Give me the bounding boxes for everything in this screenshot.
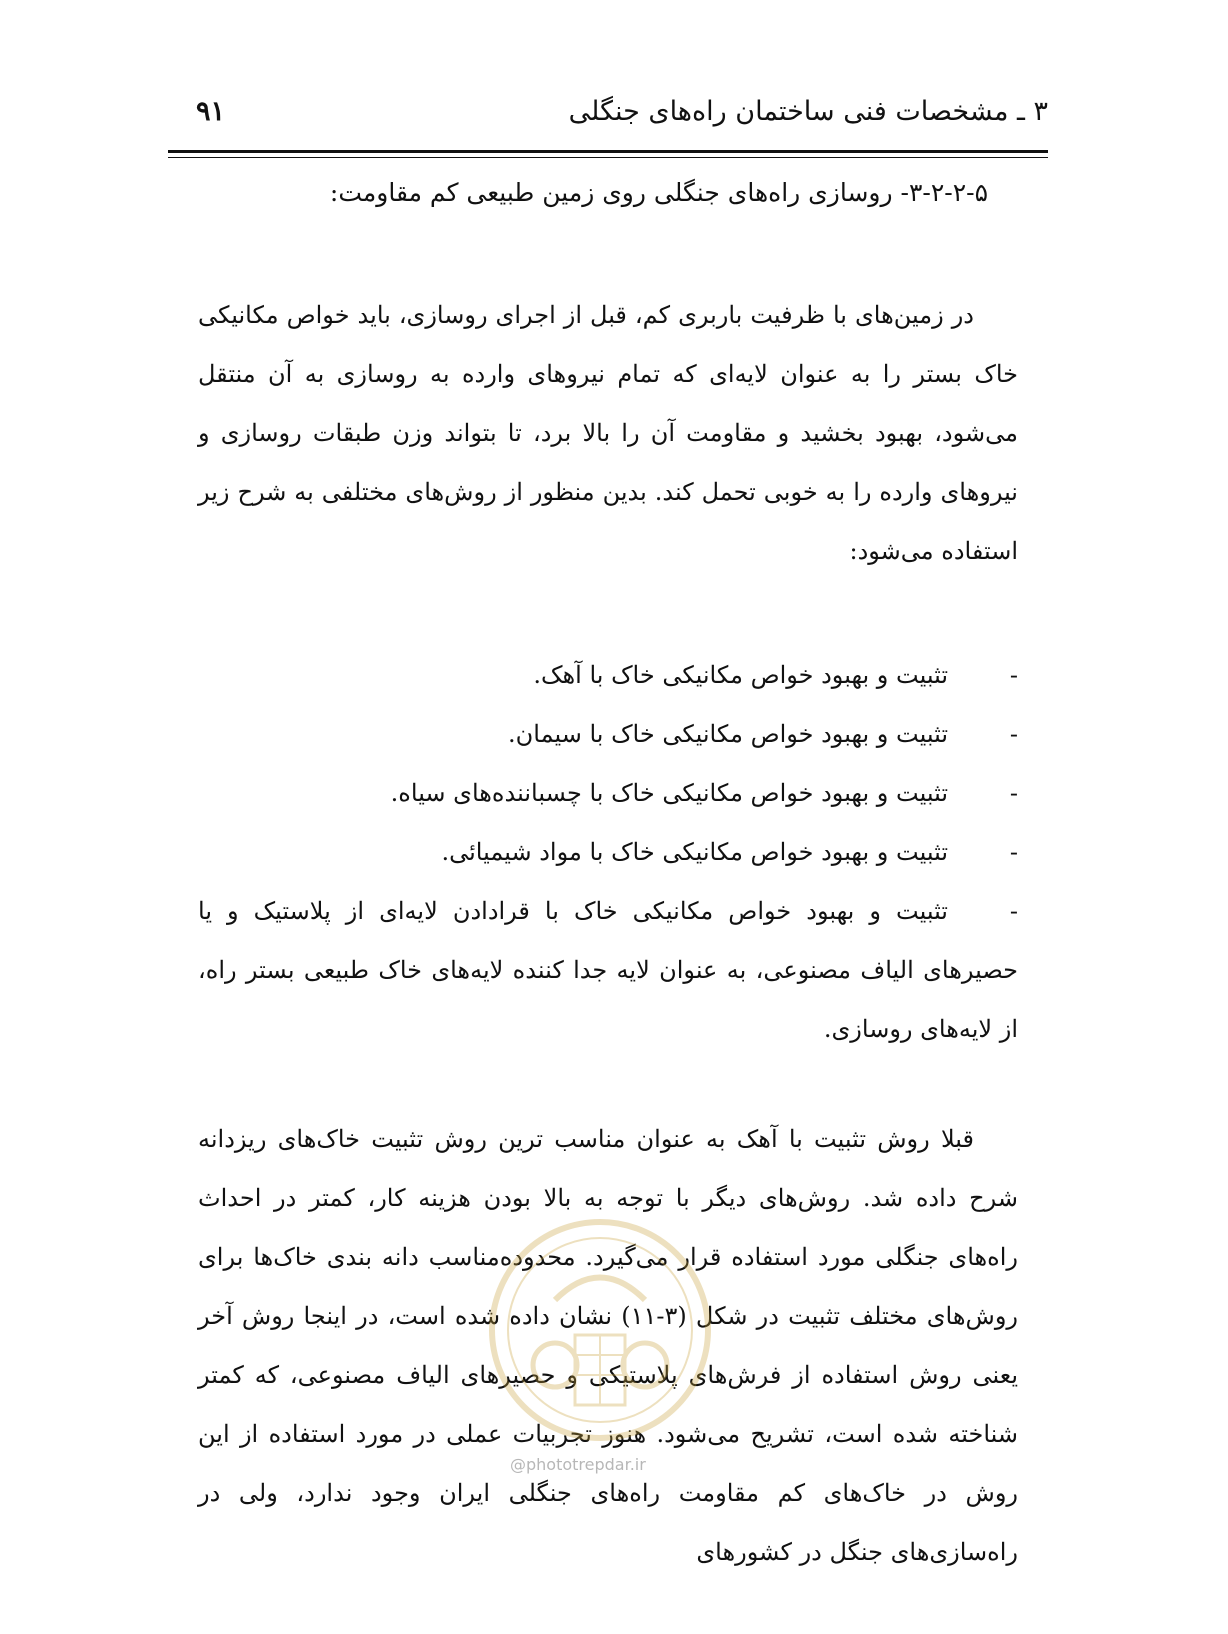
list-dash: - bbox=[1009, 779, 1018, 807]
section-heading: ۳-۲-۲-۵- روسازی راه‌های جنگلی روی زمین طبیعی کم مقاومت: bbox=[329, 178, 988, 207]
list-item bbox=[198, 823, 1018, 882]
header-rule-thin bbox=[168, 157, 1048, 158]
watermark-url: @phototrepdar.ir bbox=[510, 1455, 646, 1474]
list-item bbox=[198, 882, 1018, 1059]
page-number: ۹۱ bbox=[196, 96, 226, 127]
list-item-text: تثبیت و بهبود خواص مکانیکی خاک با آهک. bbox=[533, 661, 948, 689]
list-dash: - bbox=[1009, 897, 1018, 925]
paragraph-intro-text: در زمین‌های با ظرفیت باربری کم، قبل از اجرای روسازی، باید خواص مکانیکی خاک بستر را به عنوان لایه‌ای که تمام نیروهای وارده به روسازی به آن منتقل می‌شود، بهبود بخشید و مقاومت آن را بالا برد، تا بتواند وزن طبقات روسازی و نیروهای وارده را به خوبی تحمل کند. بدین منظور از روش‌های مختلفی به شرح زیر استفاده می‌شود: bbox=[198, 301, 1018, 565]
list-item bbox=[198, 764, 1018, 823]
paragraph-intro bbox=[198, 286, 1018, 581]
list-item bbox=[198, 705, 1018, 764]
list-dash: - bbox=[1009, 661, 1018, 689]
header-rule-thick bbox=[168, 150, 1048, 153]
list-item-text: تثبیت و بهبود خواص مکانیکی خاک با چسباننده‌های سیاه. bbox=[390, 779, 948, 807]
page-header bbox=[168, 96, 1048, 146]
list-dash: - bbox=[1009, 720, 1018, 748]
paragraph-second-text: قبلا روش تثبیت با آهک به عنوان مناسب ترین روش تثبیت خاک‌های ریزدانه شرح داده شد. روش‌های دیگر با توجه به بالا بودن هزینه کار، کمتر در احداث راه‌های جنگلی مورد استفاده قرار می‌گیرد. محدوده‌مناسب دانه بندی خاک‌ها برای روش‌های مختلف تثبیت در شکل (۳-۱۱) نشان داده شده است، در اینجا روش آخر یعنی روش استفاده از فرش‌های پلاستیکی و حصیرهای الیاف مصنوعی، که کمتر شناخته شده است، تشریح می‌شود. هنوز تجربیات عملی در مورد استفاده از این روش در خاک‌های کم مقاومت راه‌های جنگلی ایران وجود ندارد، ولی در راه‌سازی‌های جنگل در کشورهای bbox=[198, 1125, 1019, 1566]
list-dash: - bbox=[1009, 838, 1018, 866]
list-item-text: تثبیت و بهبود خواص مکانیکی خاک با سیمان. bbox=[508, 720, 948, 748]
running-title: ۳ ـ مشخصات فنی ساختمان راه‌های جنگلی bbox=[568, 96, 1048, 127]
list-item-text: تثبیت و بهبود خواص مکانیکی خاک با قرادادن لایه‌ای از پلاستیک و یا حصیرهای الیاف مصنوعی، به عنوان لایه جدا کننده لایه‌های خاک طبیعی بستر راه، از لایه‌های روسازی. bbox=[198, 897, 1018, 1043]
list-item bbox=[198, 646, 1018, 705]
methods-list bbox=[198, 646, 1018, 1059]
list-item-text: تثبیت و بهبود خواص مکانیکی خاک با مواد شیمیائی. bbox=[441, 838, 948, 866]
publisher-seal-watermark bbox=[485, 1215, 715, 1445]
